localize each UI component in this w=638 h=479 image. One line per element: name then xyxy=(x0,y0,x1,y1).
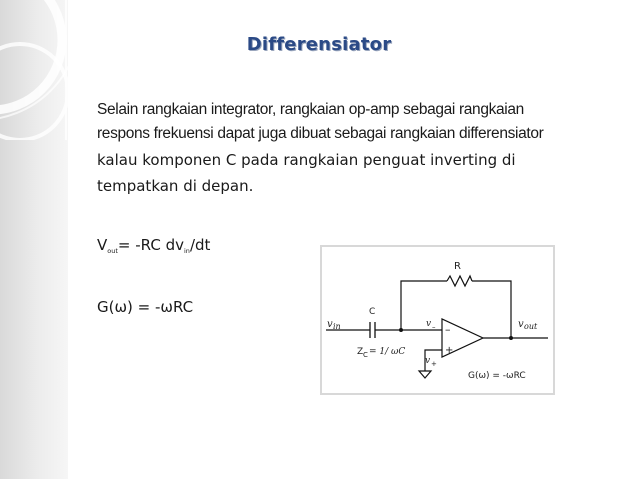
vminus-label-sub: – xyxy=(432,323,436,331)
capacitor-symbol xyxy=(370,322,375,338)
equation-vout xyxy=(97,236,210,255)
paragraph-line-1: Selain rangkaian integrator, rangkaian op-amp sebagai rangkaian xyxy=(97,101,524,118)
body-paragraph xyxy=(97,98,632,198)
eq-sub-out: out xyxy=(107,247,118,255)
vout-label-sub: out xyxy=(524,322,538,331)
eq-sub-in: in xyxy=(184,247,190,255)
eq-mid: = -RC dv xyxy=(117,236,184,254)
eq-end: /dt xyxy=(189,236,211,254)
slide-title: Differensiator xyxy=(246,34,392,55)
output-junction-dot xyxy=(509,336,513,340)
capacitor-label: C xyxy=(369,307,376,317)
gain-label: G(ω) = -ωRC xyxy=(468,371,526,381)
zc-label: Z xyxy=(357,347,364,357)
zc-label-rest: = 1/ ωC xyxy=(369,347,406,357)
paragraph-line-3: kalau komponen C pada rangkaian penguat inverting di xyxy=(97,151,516,169)
opamp-minus-sign: – xyxy=(445,323,451,336)
equation-gain: G(ω) = -ωRC xyxy=(97,298,194,316)
vin-label-sub: in xyxy=(333,322,341,331)
vminus-label: v xyxy=(426,319,432,329)
feedback-wire-right xyxy=(472,281,511,338)
vout-label: v xyxy=(518,319,524,330)
eq-v: V xyxy=(97,236,108,254)
vin-label: v xyxy=(327,319,333,330)
paragraph-line-2: respons frekuensi dapat juga dibuat sebagai rangkaian differensiator xyxy=(97,125,544,142)
resistor-symbol xyxy=(447,276,472,286)
differentiator-circuit-diagram xyxy=(322,247,553,393)
zc-label-sub: C xyxy=(363,351,368,359)
paragraph-line-4: tempatkan di depan. xyxy=(97,177,254,195)
vplus-label-sub: + xyxy=(431,360,437,368)
resistor-label: R xyxy=(454,261,461,272)
opamp-plus-sign: + xyxy=(445,345,454,356)
vplus-label: v xyxy=(425,356,431,366)
ground-symbol xyxy=(419,371,431,378)
feedback-wire-left xyxy=(401,281,447,330)
